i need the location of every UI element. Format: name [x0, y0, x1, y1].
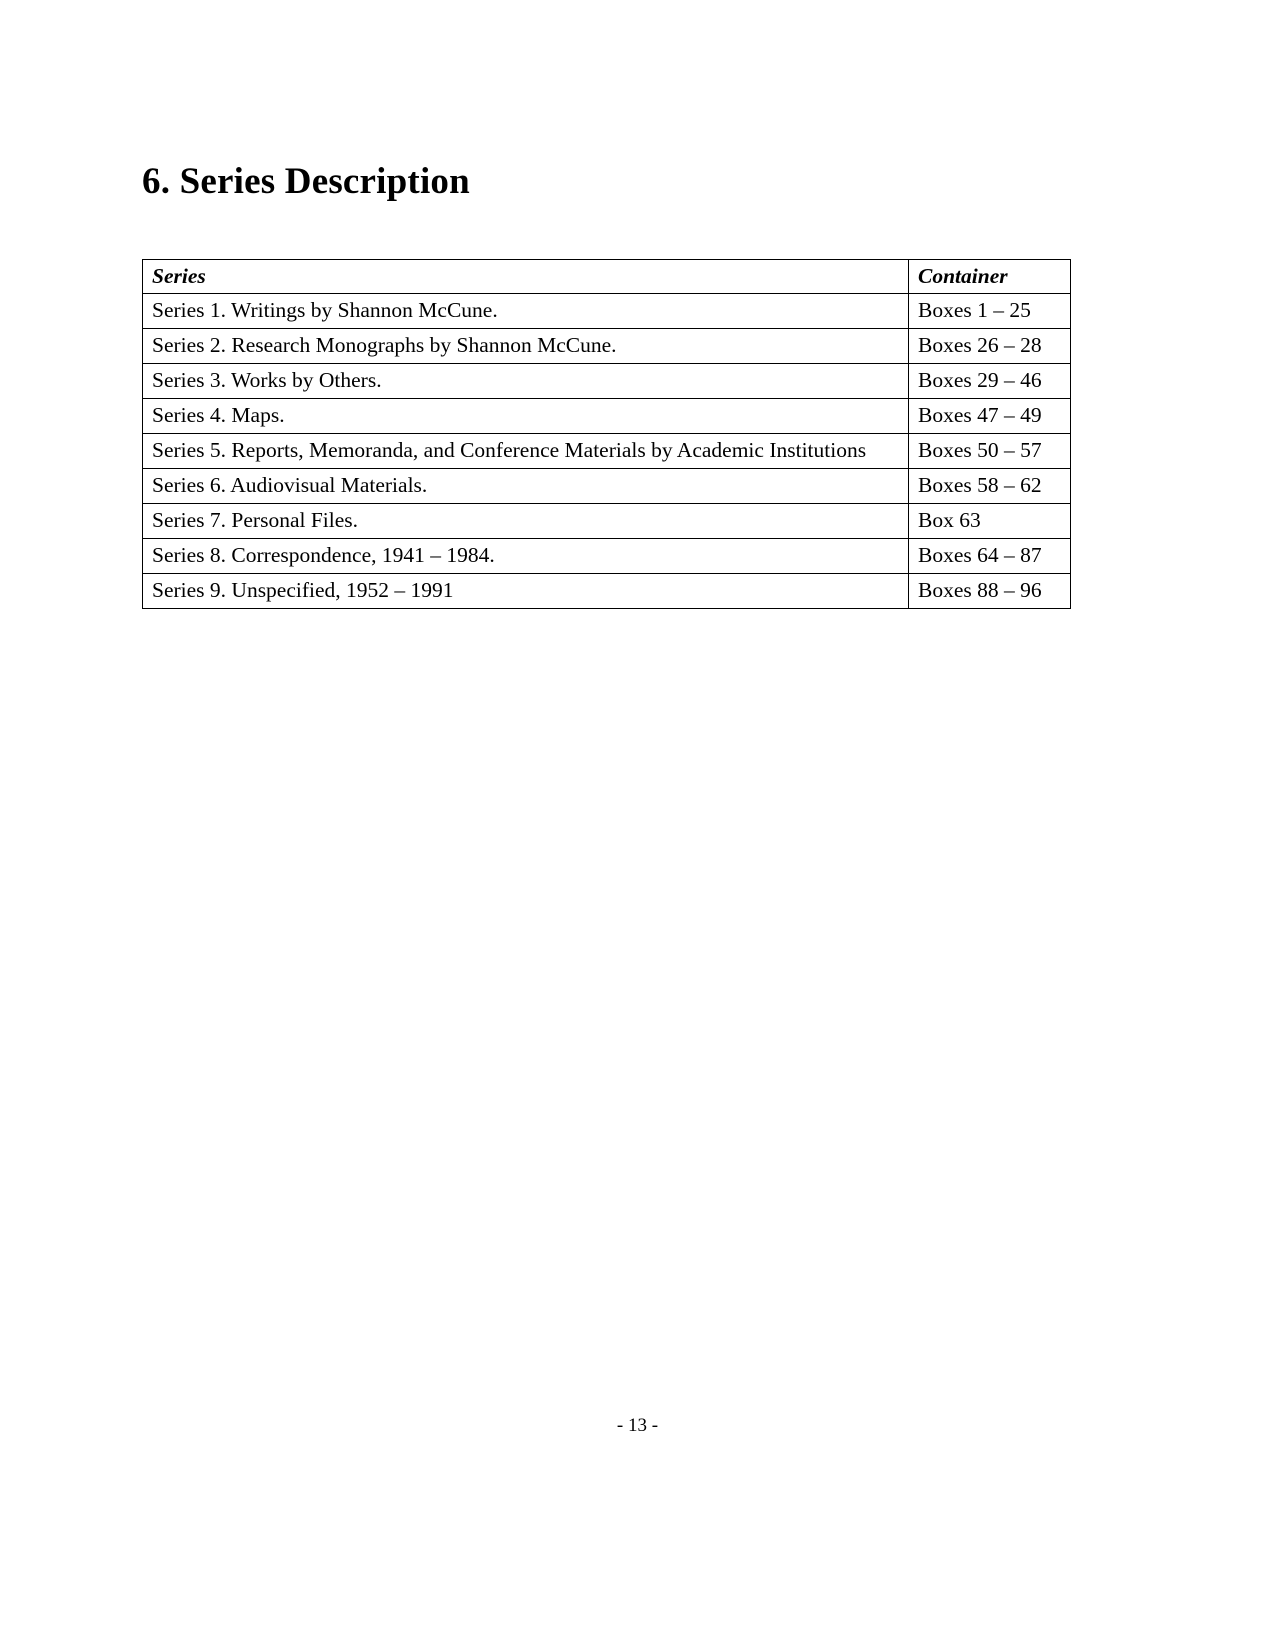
table-body: [143, 294, 1071, 609]
cell-series: Series 6. Audiovisual Materials.: [143, 469, 909, 504]
cell-series: Series 1. Writings by Shannon McCune.: [143, 294, 909, 329]
table-row: [143, 469, 1071, 504]
table-row: [143, 574, 1071, 609]
cell-container: Boxes 88 – 96: [909, 574, 1071, 609]
cell-series: Series 4. Maps.: [143, 399, 909, 434]
cell-series: Series 5. Reports, Memoranda, and Conference Materials by Academic Institutions: [143, 434, 909, 469]
cell-series: Series 3. Works by Others.: [143, 364, 909, 399]
table-row: [143, 399, 1071, 434]
series-description-table: [142, 259, 1071, 609]
table-row: [143, 329, 1071, 364]
page-title: 6. Series Description: [142, 160, 470, 202]
table-row: [143, 364, 1071, 399]
cell-container: Boxes 58 – 62: [909, 469, 1071, 504]
cell-container: Boxes 47 – 49: [909, 399, 1071, 434]
table-header: [143, 260, 1071, 294]
cell-series: Series 9. Unspecified, 1952 – 1991: [143, 574, 909, 609]
cell-container: Boxes 26 – 28: [909, 329, 1071, 364]
page-number-footer: - 13 -: [616, 1415, 659, 1436]
table-row: [143, 434, 1071, 469]
cell-container: Boxes 29 – 46: [909, 364, 1071, 399]
column-header-series: Series: [143, 260, 909, 294]
cell-container: Boxes 1 – 25: [909, 294, 1071, 329]
cell-series: Series 7. Personal Files.: [143, 504, 909, 539]
table-row: [143, 294, 1071, 329]
table-row: [143, 504, 1071, 539]
cell-container: Boxes 50 – 57: [909, 434, 1071, 469]
table-row: [143, 539, 1071, 574]
cell-series: Series 2. Research Monographs by Shannon McCune.: [143, 329, 909, 364]
column-header-container: Container: [909, 260, 1071, 294]
cell-container: Boxes 64 – 87: [909, 539, 1071, 574]
cell-container: Box 63: [909, 504, 1071, 539]
cell-series: Series 8. Correspondence, 1941 – 1984.: [143, 539, 909, 574]
table-header-row: [143, 260, 1071, 294]
